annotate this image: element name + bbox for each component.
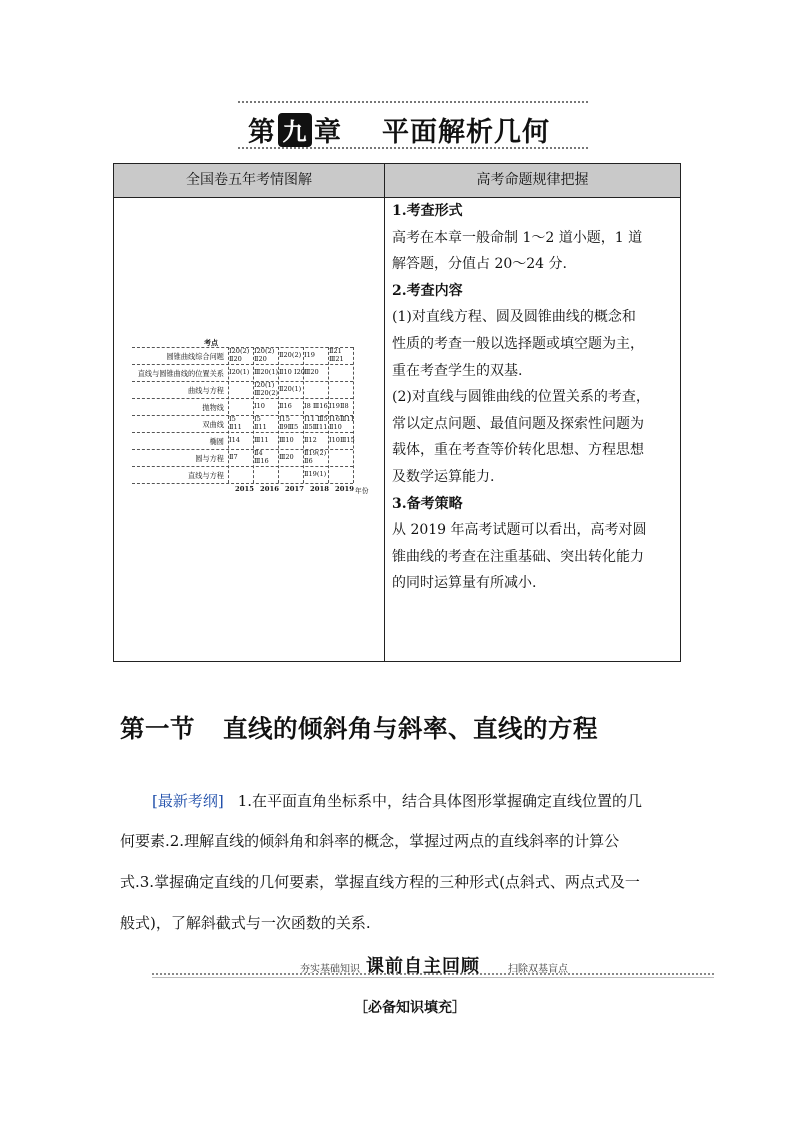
chart-cell: Ⅱ16 xyxy=(279,402,292,410)
chart-year-label: 2018 xyxy=(310,485,329,493)
analysis-line: 的同时运算量有所减小. xyxy=(392,575,537,592)
chart-year-label: 2017 xyxy=(285,485,304,493)
section-title xyxy=(120,710,598,745)
chapter-top-rule xyxy=(238,101,588,103)
chart-cell: Ⅰ19 xyxy=(304,351,315,359)
chart-cell: Ⅰ5 Ⅱ11 xyxy=(229,415,242,431)
outline-line-3: 式.3.掌握确定直线的几何要素，掌握直线方程的三种形式(点斜式、两点式及一 xyxy=(120,873,640,891)
chart-cell: Ⅰ20(1) xyxy=(229,368,250,376)
chart-cell: Ⅲ20 xyxy=(279,453,294,461)
chapter-bottom-rule xyxy=(238,147,588,149)
subheading-text: 必备知识填充 xyxy=(368,1000,452,1016)
banner-left: 夯实基础知识 xyxy=(300,964,360,975)
chart-x-title: 年份 xyxy=(355,487,369,495)
outline-tag: [最新考纲] xyxy=(152,792,224,810)
chart-year-label: 2019 xyxy=(335,485,354,493)
chapter-prefix: 第 xyxy=(248,117,276,148)
chart-cell: Ⅱ10 Ⅰ20 xyxy=(279,368,305,376)
chart-cell: Ⅱ20(1) xyxy=(279,385,302,393)
exam-analysis-text xyxy=(392,198,680,597)
chart-cell: Ⅰ11 Ⅲ5 Ⅱ5Ⅲ11 xyxy=(304,415,328,431)
chart-gridline xyxy=(132,432,353,433)
analysis-line: 载体，重在考查等价转化思想、方程思想 xyxy=(392,442,644,459)
chart-gridline xyxy=(132,364,353,365)
chart-gridline xyxy=(132,398,353,399)
chart-cell: Ⅰ10Ⅲ15 xyxy=(329,436,355,444)
chapter-suffix: 章 xyxy=(314,117,342,148)
outline-line-4: 般式)，了解斜截式与一次函数的关系. xyxy=(120,914,371,932)
chart-cell: Ⅰ20(2) Ⅱ20 xyxy=(254,347,275,363)
chapter-name: 平面解析几何 xyxy=(382,117,550,148)
chart-cell: Ⅰ16Ⅲ11 Ⅱ10 xyxy=(329,415,355,431)
analysis-line: 高考在本章一般命制 1～2 道小题，1 道 xyxy=(392,229,643,246)
analysis-line: 锥曲线的考查在注重基础、突出转化能力 xyxy=(392,548,644,565)
analysis-line: 常以定点问题、最值问题及探索性问题为 xyxy=(392,415,644,432)
chart-cell: Ⅱ12 xyxy=(304,436,317,444)
chart-row-label: 双曲线 xyxy=(202,420,224,429)
chapter-number: 九 xyxy=(278,113,312,147)
chart-cell: Ⅱ4 Ⅲ16 xyxy=(254,449,269,465)
chart-cell: Ⅱ7 xyxy=(229,453,238,461)
chart-cell: Ⅰ5 Ⅱ11 xyxy=(254,415,267,431)
analysis-line: 重在考查学生的双基. xyxy=(392,362,523,379)
chart-cell: Ⅰ10 xyxy=(254,402,265,410)
chart-cell: Ⅱ19(1) xyxy=(304,470,327,478)
header-right: 高考命题规律把握 xyxy=(476,172,589,188)
analysis-line: 及数学运算能力. xyxy=(392,468,495,485)
chart-cell: Ⅰ14 xyxy=(229,436,240,444)
chart-cell: Ⅲ10 xyxy=(279,436,294,444)
chart-year-label: 2016 xyxy=(260,485,279,493)
chart-row-label: 椭圆 xyxy=(209,437,224,446)
analysis-line: (2)对直线与圆锥曲线的位置关系的考查， xyxy=(392,389,650,406)
chapter-title xyxy=(248,110,550,149)
chart-row-label: 圆锥曲线综合问题 xyxy=(166,352,224,361)
overview-table xyxy=(113,163,681,662)
outline-text-1: 1.在平面直角坐标系中，结合具体图形掌握确定直线位置的几 xyxy=(237,792,643,810)
chart-cell: Ⅱ19(2) Ⅱ6 xyxy=(304,449,327,465)
analysis-line: 2.考查内容 xyxy=(392,282,463,299)
chart-cell: Ⅰ20(2) Ⅱ20 xyxy=(229,347,250,363)
outline-line-2: 何要素.2.理解直线的倾斜角和斜率的概念，掌握过两点的直线斜率的计算公 xyxy=(120,832,620,850)
chart-row-label: 圆与方程 xyxy=(195,454,224,463)
exam-frequency-chart xyxy=(122,340,374,500)
chart-row-label: 抛物线 xyxy=(202,403,224,412)
header-left: 全国卷五年考情图解 xyxy=(186,172,312,188)
analysis-line: (1)对直线方程、圆及圆锥曲线的概念和 xyxy=(392,309,636,326)
chart-cell: Ⅲ20(1) xyxy=(254,368,279,376)
analysis-line: 解答题，分值占 20～24 分. xyxy=(392,256,567,273)
outline-line-1 xyxy=(120,791,680,811)
analysis-line: 1.考查形式 xyxy=(392,203,463,219)
chart-y-title: 考点 xyxy=(204,338,218,347)
analysis-line: 从 2019 年高考试题可以看出，高考对圆 xyxy=(392,522,647,539)
chart-cell: Ⅲ20 xyxy=(304,368,319,376)
banner-center: 课前自主回顾 xyxy=(366,956,480,977)
chart-cell: Ⅱ21 Ⅲ21 xyxy=(329,347,344,363)
chart-cell: Ⅱ20(2) xyxy=(279,351,302,359)
chart-year-label: 2015 xyxy=(235,485,254,493)
subheading: ［必备知识填充］ xyxy=(354,1000,466,1016)
banner-right: 扫除双基盲点 xyxy=(508,964,568,975)
chart-gridline xyxy=(132,483,353,484)
chart-row-label: 直线与圆锥曲线的位置关系 xyxy=(137,369,224,378)
chart-cell: Ⅰ8 Ⅲ16 xyxy=(304,402,328,410)
analysis-line: 3.备考策略 xyxy=(392,495,463,512)
section-name: 直线的倾斜角与斜率、直线的方程 xyxy=(223,714,598,743)
chart-row-label: 曲线与方程 xyxy=(188,386,224,395)
section-banner xyxy=(152,952,714,982)
chart-gridline xyxy=(132,466,353,467)
chart-cell: Ⅲ11 xyxy=(254,436,269,444)
chart-cell: Ⅰ19Ⅱ8 xyxy=(329,402,349,410)
analysis-line: 性质的考查一般以选择题或填空题为主， xyxy=(392,335,644,352)
table-header xyxy=(114,164,680,198)
chart-row-label: 直线与方程 xyxy=(188,471,224,480)
chart-cell: Ⅰ15 Ⅱ9Ⅲ5 xyxy=(279,415,299,431)
chart-cell: Ⅰ20(1) Ⅲ20(2) xyxy=(254,381,279,397)
chart-gridline xyxy=(132,381,353,382)
section-number: 第一节 xyxy=(120,714,195,743)
